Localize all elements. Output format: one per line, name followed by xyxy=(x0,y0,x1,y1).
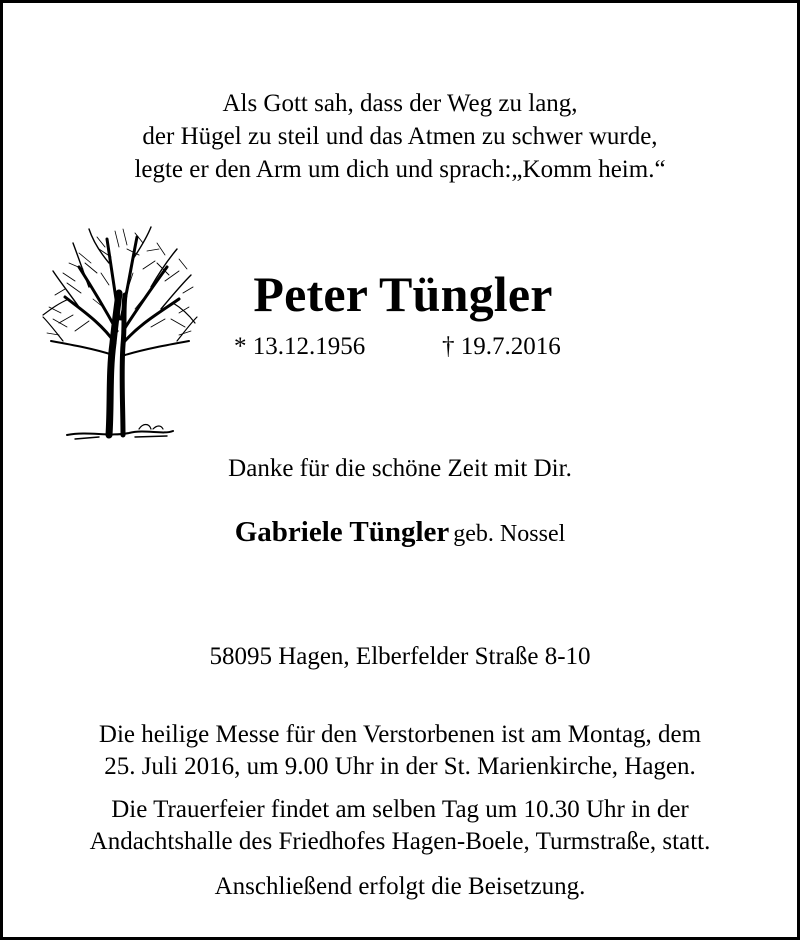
survivor-line xyxy=(3,516,797,549)
deceased-name: Peter Tüngler xyxy=(253,266,553,322)
tree-icon xyxy=(39,223,199,445)
funeral-line-1: Die Trauerfeier findet am selben Tag um 10.30 Uhr in der xyxy=(111,796,689,823)
quote-line-2: der Hügel zu steil und das Atmen zu schwer wurde, xyxy=(142,123,658,150)
birth-date: * 13.12.1956 xyxy=(234,333,366,360)
quote-line-3: legte er den Arm um dich und sprach:„Komm heim.“ xyxy=(134,156,666,183)
burial-text: Anschließend erfolgt die Beisetzung. xyxy=(214,873,586,900)
survivor-name: Gabriele Tüngler xyxy=(234,516,450,548)
quote-line-1: Als Gott sah, dass der Weg zu lang, xyxy=(222,90,578,117)
death-date: † 19.7.2016 xyxy=(442,333,561,360)
thanks-text: Danke für die schöne Zeit mit Dir. xyxy=(228,455,572,482)
mass-line-1: Die heilige Messe für den Verstorbenen ist am Montag, dem xyxy=(98,721,702,748)
mass-line-2: 25. Juli 2016, um 9.00 Uhr in der St. Marienkirche, Hagen. xyxy=(104,753,696,780)
funeral-line-2: Andachtshalle des Friedhofes Hagen-Boele, Turmstraße, statt. xyxy=(89,828,711,855)
address: 58095 Hagen, Elberfelder Straße 8-10 xyxy=(209,643,591,670)
survivor-maiden-name: geb. Nossel xyxy=(453,521,566,547)
